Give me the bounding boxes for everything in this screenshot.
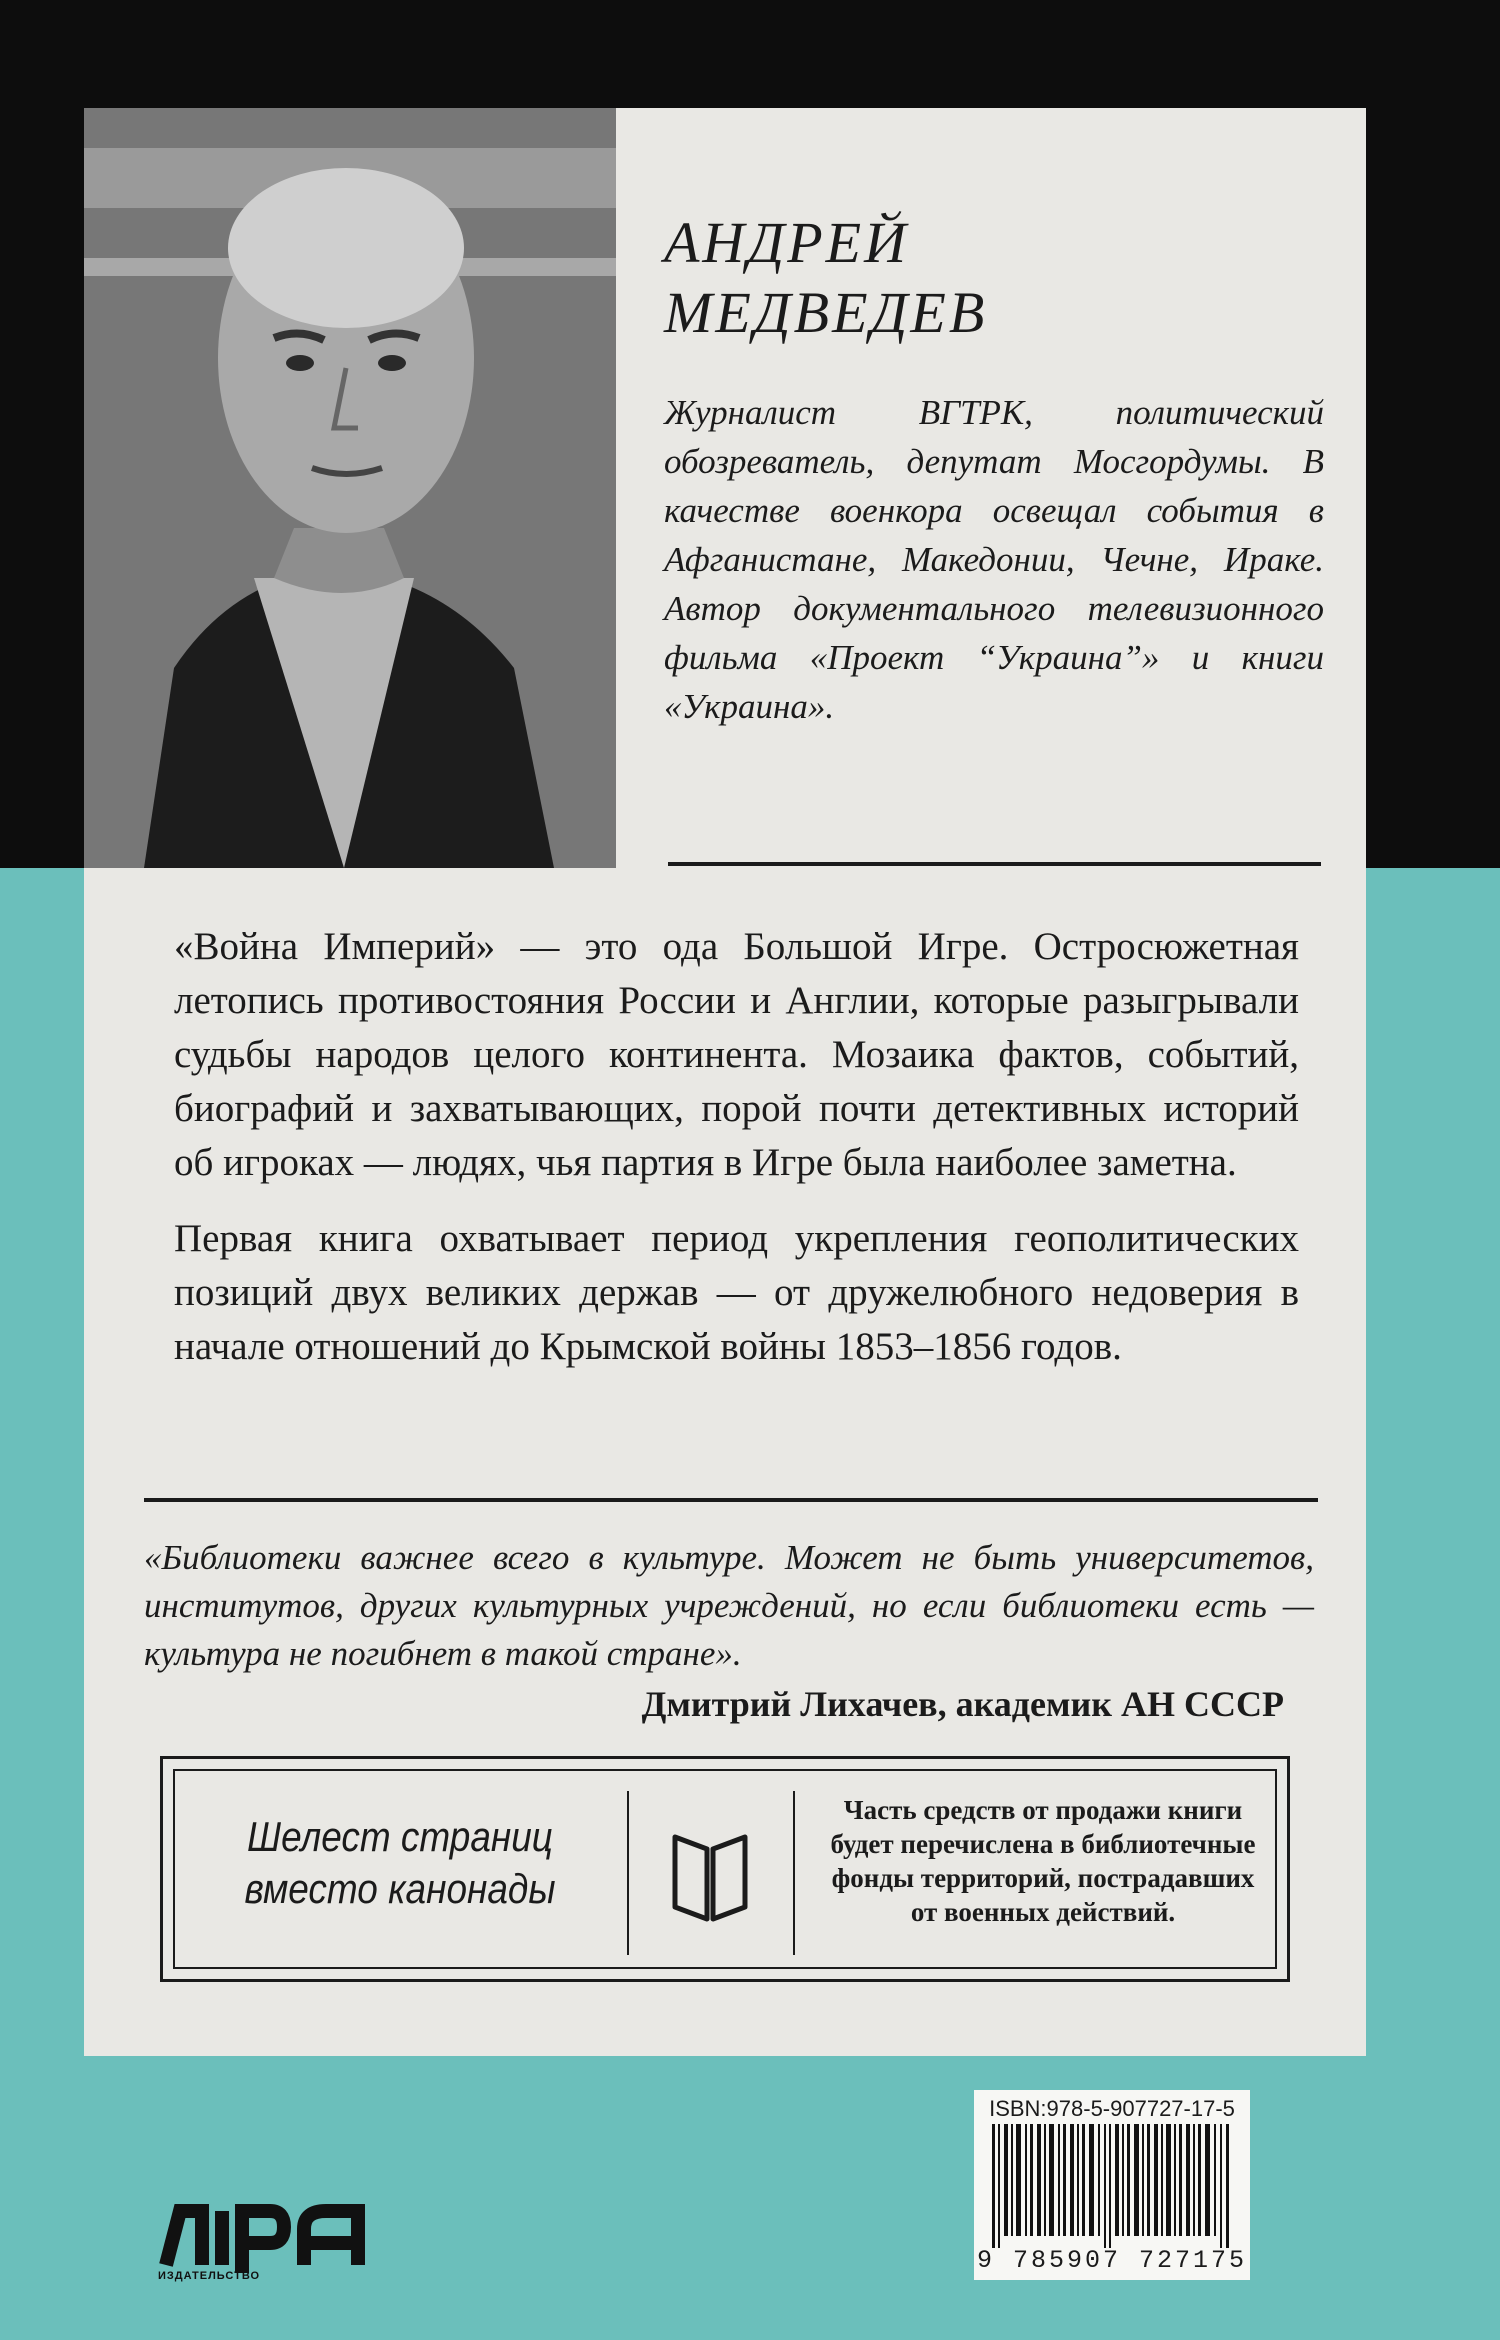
- charity-note: Часть средств от продажи книги будет перечислена в библиотечные фонды территорий, пострадавших от военных действий.: [830, 1795, 1256, 1927]
- divider-rule: [668, 862, 1321, 866]
- annotation-paragraph: Первая книга охватывает период укрепления геополитических позиций двух великих держав — от дружелюбного недоверия в начале отношений до Крымской войны 1853–1856 годов.: [174, 1217, 1299, 1368]
- annotation-paragraph: «Война Империй» — это ода Большой Игре. Остросюжетная летопись противостояния России и Англии, которые разыгрывали судьбы народов целого континента. Мозаика фактов, событий, биографий и захватывающих, порой почти детективных историй об игроках — людях, чья партия в Игре была наиболее заметна.: [174, 925, 1299, 1184]
- epigraph-quote: «Библиотеки важнее всего в культуре. Может не быть университетов, институтов, других культурных учреждений, но если библиотеки есть — культура не погибнет в такой стране».: [144, 1538, 1314, 1673]
- publisher-subtitle: ИЗДАТЕЛЬСТВО: [158, 2270, 261, 2282]
- back-cover-panel: [84, 108, 1366, 2056]
- vertical-divider: [793, 1791, 795, 1955]
- vertical-divider: [627, 1791, 629, 1955]
- isbn-barcode-block: [974, 2090, 1250, 2280]
- author-photo: [84, 108, 616, 868]
- charity-slogan: Шелест страниц вместо канонады: [244, 1813, 556, 1912]
- divider-rule: [144, 1498, 1318, 1502]
- isbn-digits: 9 785907 727175: [976, 2246, 1248, 2275]
- open-book-icon: [655, 1823, 765, 1927]
- author-bio: Журналист ВГТРК, политический обозреватель, депутат Мосгордумы. В качестве военкора освещал события в Афганистане, Македонии, Чечне, Ираке. Автор документального телевизионного фильма «Проект “Украина”» и книги «Украина».: [664, 393, 1324, 726]
- barcode-icon: [988, 2124, 1236, 2248]
- author-name: [664, 208, 1324, 348]
- author-name-line1: АНДРЕЙ: [664, 210, 909, 275]
- isbn-label: ISBN:978-5-907727-17-5: [989, 2096, 1235, 2121]
- author-name-line2: МЕДВЕДЕВ: [664, 280, 988, 345]
- charity-box: [160, 1756, 1290, 1982]
- charity-box-inner: [173, 1769, 1277, 1969]
- quote-attribution: Дмитрий Лихачев, академик АН СССР: [641, 1684, 1284, 1724]
- annotation: [174, 920, 1299, 1396]
